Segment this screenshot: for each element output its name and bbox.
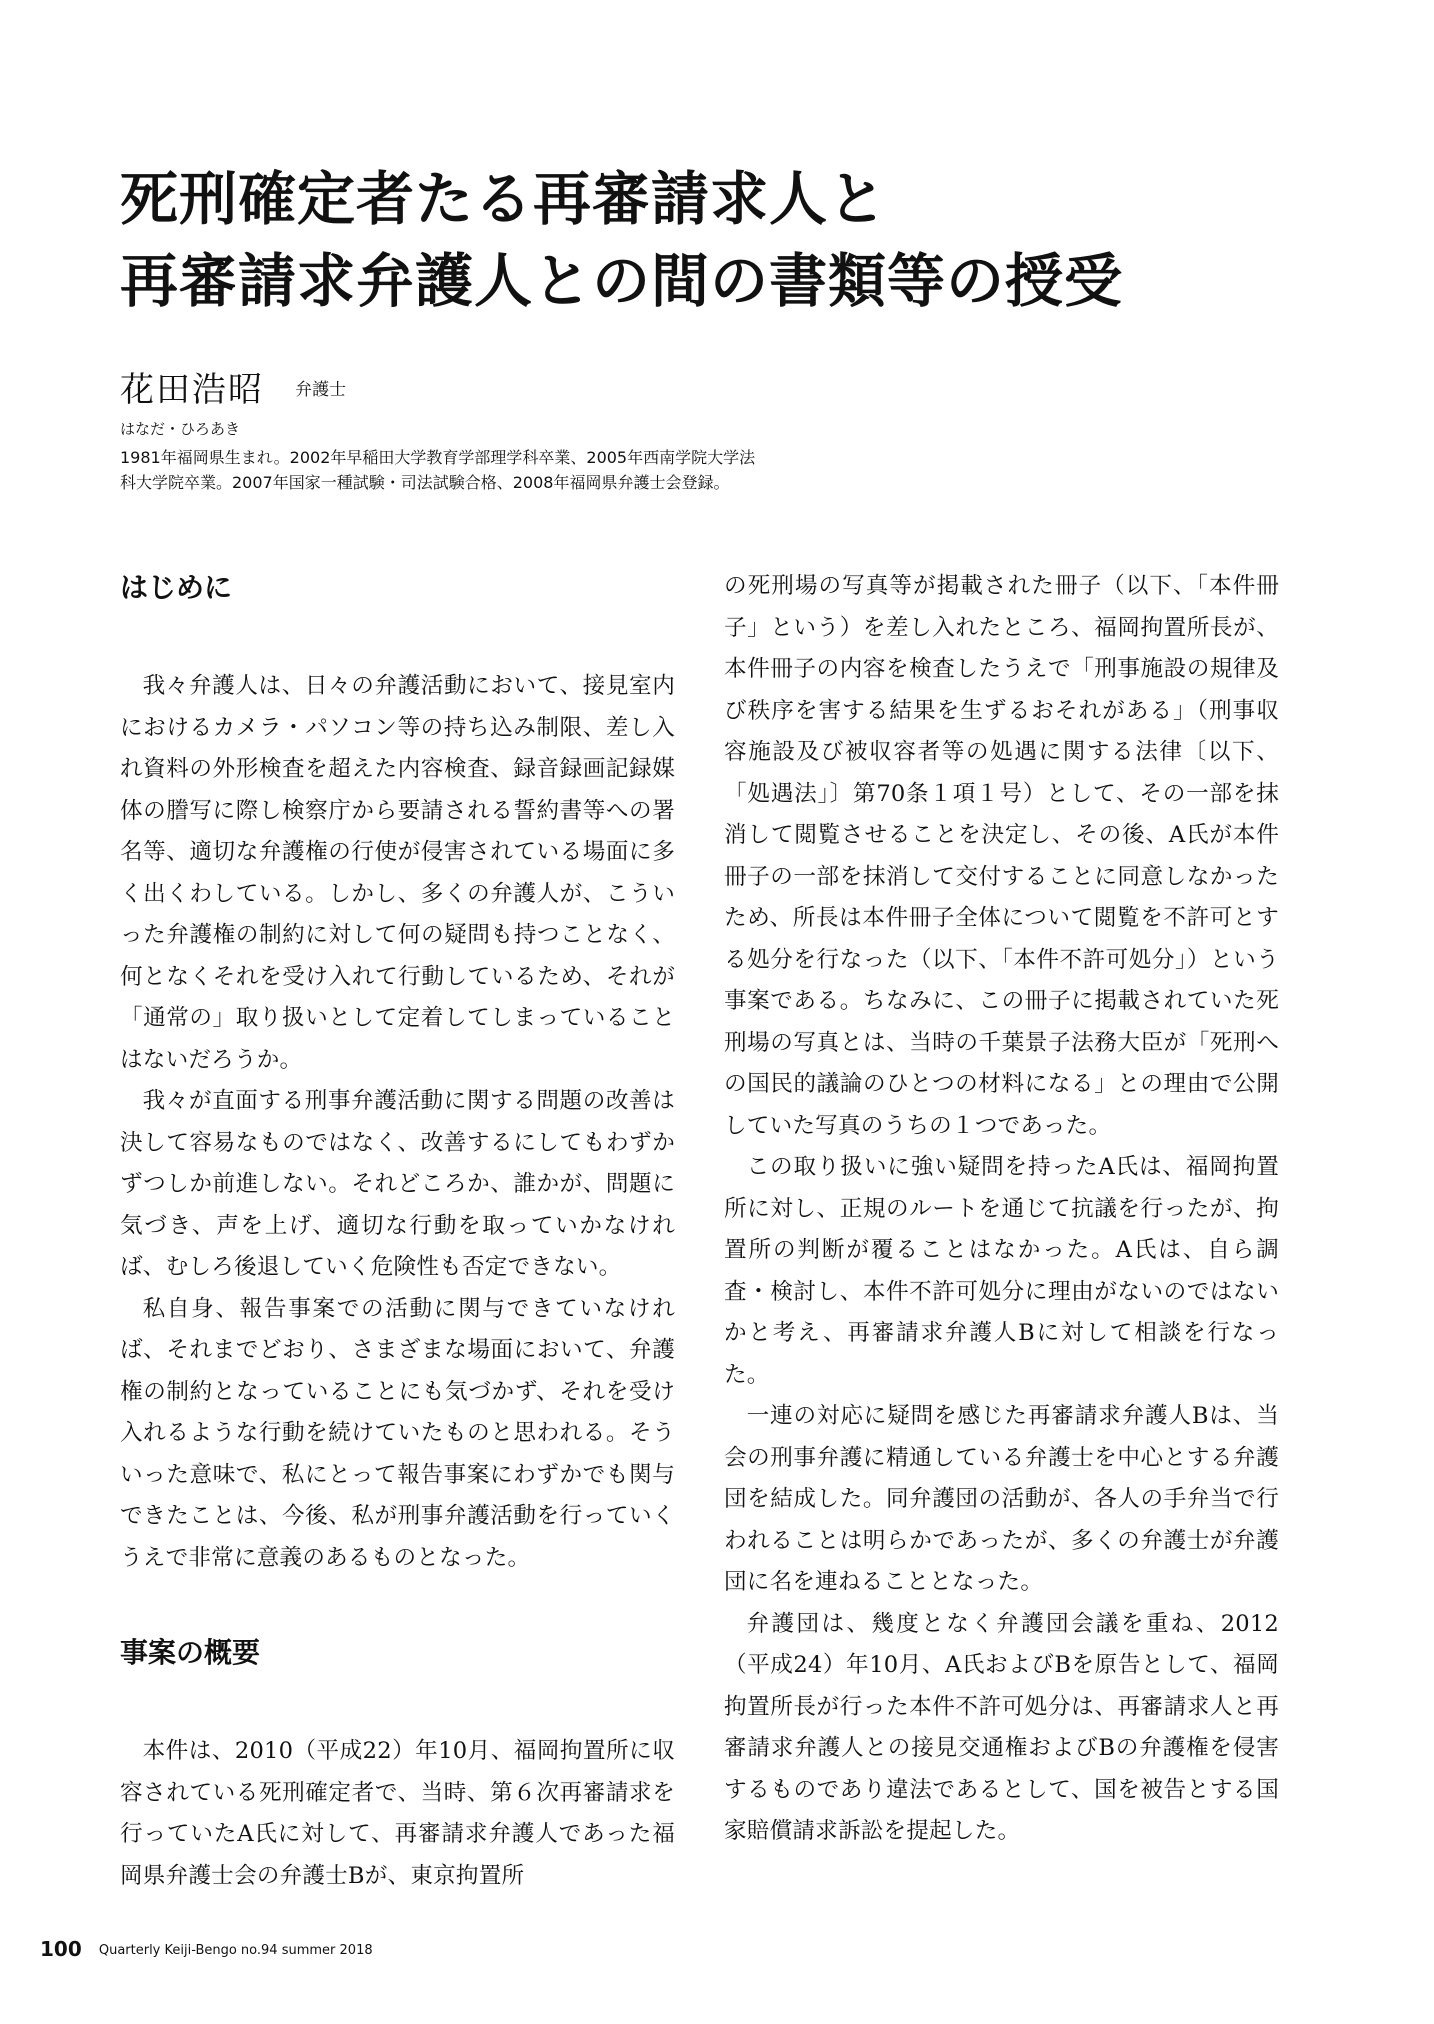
intro-heading: はじめに xyxy=(120,571,233,604)
title-line-2: 再審請求弁護人との間の書類等の授受 xyxy=(120,247,1124,315)
journal-name: Quarterly Keiji-Bengo no.94 summer 2018 xyxy=(98,1943,373,1958)
case-paragraph-1: 本件は、2010（平成22）年10月、福岡拘置所に収容されている死刑確定者で、当時、第６次再審請求を行っていたA氏に対して、再審請求弁護人であった福岡県弁護士会の弁護士Bが、東京拘置所 xyxy=(120,1738,675,1889)
case-paragraph-2: この取り扱いに強い疑問を持ったA氏は、福岡拘置所に対し、正規のルートを通じて抗議を行ったが、拘置所の判断が覆ることはなかった。A氏は、自ら調査・検討し、本件不許可処分に理由がないのではないかと考え、再審請求弁護人Bに対して相談を行なった。 xyxy=(724,1154,1279,1388)
right-column xyxy=(724,566,1279,1853)
page-number: 100 xyxy=(40,1937,82,1961)
article-title xyxy=(120,158,1320,322)
case-paragraph-3: 一連の対応に疑問を感じた再審請求弁護人Bは、当会の刑事弁護に精通している弁護士を中心とする弁護団を結成した。同弁護団の活動が、各人の手弁当で行われることは明らかであったが、多くの弁護士が弁護団に名を連ねることとなった。 xyxy=(724,1403,1279,1595)
case-paragraph-4: 弁護団は、幾度となく弁護団会議を重ね、2012（平成24）年10月、A氏およびBを原告として、福岡拘置所長が行った本件不許可処分は、再審請求人と再審請求弁護人との接見交通権およびBの弁護権を侵害するものであり違法であるとして、国を被告とする国家賠償請求訴訟を提起した。 xyxy=(724,1610,1279,1844)
author-role: 弁護士 xyxy=(295,380,347,400)
left-column xyxy=(120,566,675,1897)
bio-line-1: 1981年福岡県生まれ。2002年早稲田大学教育学部理学科卒業、2005年西南学院大学法 xyxy=(120,448,756,467)
intro-paragraph-3: 私自身、報告事案での活動に関与できていなければ、それまでどおり、さまざまな場面において、弁護権の制約となっていることにも気づかず、それを受け入れるような行動を続けていたものと思われる。そういった意味で、私にとって報告事案にわずかでも関与できたことは、今後、私が刑事弁護活動を行っていくうえで非常に意義のあるものとなった。 xyxy=(120,1295,675,1571)
author-kana: はなだ・ひろあき xyxy=(120,420,241,438)
page-footer xyxy=(40,1937,373,1961)
bio-line-2: 科大学院卒業。2007年国家一種試験・司法試験合格、2008年福岡県弁護士会登録。 xyxy=(120,473,730,492)
intro-paragraph-2: 我々が直面する刑事弁護活動に関する問題の改善は決して容易なものではなく、改善するにしてもわずかずつしか前進しない。それどころか、誰かが、問題に気づき、声を上げ、適切な行動を取っていかなければ、むしろ後退していく危険性も否定できない。 xyxy=(120,1088,675,1280)
title-line-1: 死刑確定者たる再審請求人と xyxy=(120,165,888,233)
author-name: 花田浩昭 xyxy=(120,370,264,410)
intro-paragraph-1: 我々弁護人は、日々の弁護活動において、接見室内におけるカメラ・パソコン等の持ち込み制限、差し入れ資料の外形検査を超えた内容検査、録音録画記録媒体の謄写に際し検察庁から要請される誓約書等への署名等、適切な弁護権の行使が侵害されている場面に多く出くわしている。しかし、多くの弁護人が、こういった弁護権の制約に対して何の疑問も持つことなく、何となくそれを受け入れて行動しているため、それが「通常の」取り扱いとして定着してしまっていることはないだろうか。 xyxy=(120,673,675,1073)
author-bio xyxy=(120,445,920,495)
author-row xyxy=(120,362,346,411)
case-paragraph-continued: の死刑場の写真等が掲載された冊子（以下、「本件冊子」という）を差し入れたところ、福岡拘置所長が、本件冊子の内容を検査したうえで「刑事施設の規律及び秩序を害する結果を生ずるおそれがある」（刑事収容施設及び被収容者等の処遇に関する法律〔以下、「処遇法」〕第70条１項１号）として、その一部を抹消して閲覧させることを決定し、その後、A氏が本件冊子の一部を抹消して交付することに同意しなかったため、所長は本件冊子全体について閲覧を不許可とする処分を行なった（以下、「本件不許可処分」）という事案である。ちなみに、この冊子に掲載されていた死刑場の写真とは、当時の千葉景子法務大臣が「死刑への国民的議論のひとつの材料になる」との理由で公開していた写真のうちの１つであった。 xyxy=(724,573,1279,1139)
case-heading: 事案の概要 xyxy=(120,1636,261,1669)
